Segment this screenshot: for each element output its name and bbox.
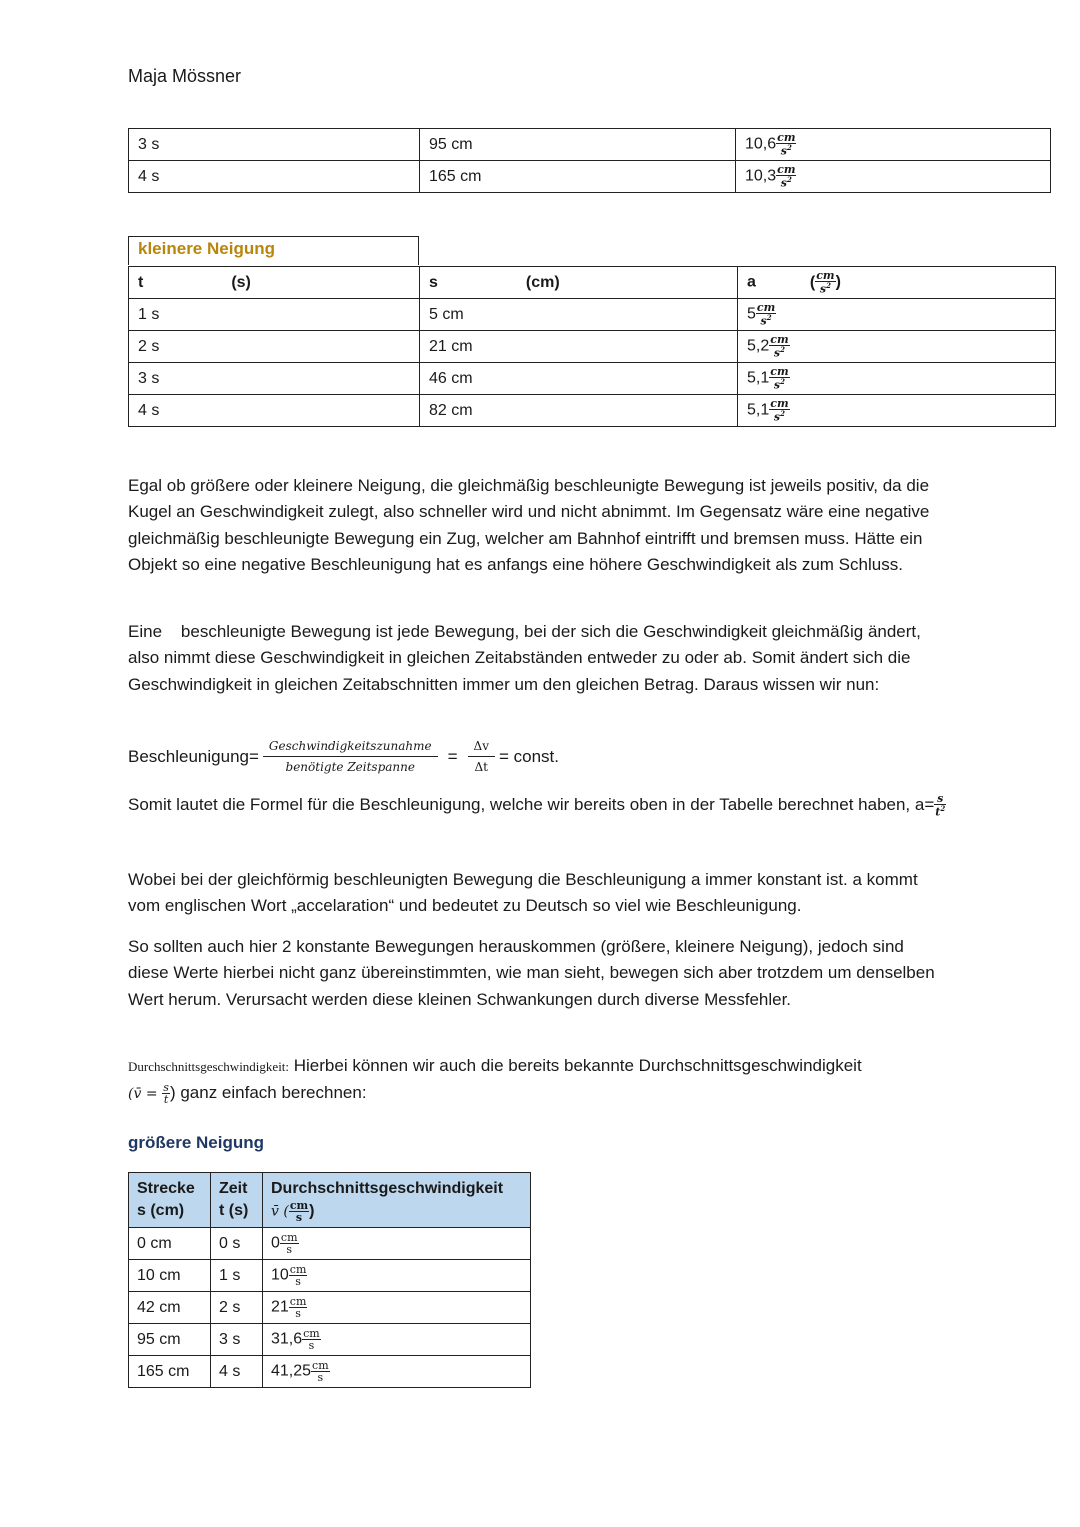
acceleration-formula: Beschleunigung= $\frac{\text{Geschwindigkeitszunahme}}{\text{benötigte Zeitspanne}}$ = $\frac{\Delta v}{\Delta t}$ = const. [128,739,559,774]
table-row [129,1228,531,1260]
vbar-fraction: $\frac{s}{t}$ [163,1081,169,1107]
unit-fraction: $\frac{cm}{s}$ [303,1327,320,1352]
speed-cell: 10 $\frac{cm}{s}$ [263,1260,531,1292]
table-row [129,1292,531,1324]
distance-cell: 46 cm [420,363,738,395]
time-cell: 3 s [129,363,420,395]
acceleration-cell: 5,1 $\frac{cm}{s^2}$ [738,363,1056,395]
speed-cell: 21 $\frac{cm}{s}$ [263,1292,531,1324]
distance-cell: 165 cm [129,1356,211,1388]
header-zeit: Zeit t (s) [211,1173,263,1228]
unit-fraction: $\frac{cm}{s^2}$ [756,301,776,328]
distance-cell: 165 cm [420,161,736,193]
groessere-neigung-label: größere Neigung [128,1133,265,1152]
time-cell: 3 s [129,129,420,161]
table-row [129,331,1056,363]
unit-fraction: $\frac{cm}{s^2}$ [777,163,796,190]
table-row [129,363,1056,395]
distance-cell: 5 cm [420,299,738,331]
time-cell: 2 s [129,331,420,363]
unit-fraction: $\frac{cm}{s^2}$ [770,365,789,392]
paragraph-definition: Eine beschleunigte Bewegung ist jede Bewegung, bei der sich die Geschwindigkeit gleichmäßig ändert, also nimmt diese Geschwindigkeit in gleichen Zeitabständen entweder zu oder ab. Somit ändert sich die Geschwindigkeit in gleichen Zeitabschnitten immer um den gleichen Betrag. Daraus wissen wir nun: [128,622,926,694]
unit-fraction: $\frac{cm}{s}$ [312,1359,329,1384]
time-cell: 2 s [211,1292,263,1324]
distance-cell: 95 cm [420,129,736,161]
kleinere-neigung-table [128,266,1056,427]
author-name: Maja Mössner [128,66,242,86]
table-row [129,1356,531,1388]
table-row [129,395,1056,427]
header-s: s (cm) [420,267,738,299]
unit-fraction: $\frac{cm}{s^2}$ [770,397,789,424]
unit-fraction: $\frac{cm}{s}$ [289,1263,307,1288]
distance-cell: 10 cm [129,1260,211,1292]
distance-cell: 95 cm [129,1324,211,1356]
average-speed-table [128,1172,531,1388]
speed-cell: 41,25 $\frac{cm}{s}$ [263,1356,531,1388]
delta-fraction: $\frac{\Delta v}{\Delta t}$ [468,738,495,775]
table-row [129,299,1056,331]
unit-fraction: $\frac{cm}{s^2}$ [816,269,835,296]
paragraph-formula: Somit lautet die Formel für die Beschleunigung, welche wir bereits oben in der Tabelle berechnet haben, a= $\frac{s}{t^2}$ [128,792,946,819]
time-cell: 1 s [211,1260,263,1292]
distance-cell: 0 cm [129,1228,211,1260]
acceleration-table-top [128,128,1051,193]
paragraph-average-speed: Durchschnittsgeschwindigkeit: Hierbei können wir auch die bereits bekannte Durchschnittsgeschwindigkeit (v̄ = $\frac{s}{t}$ ) ganz einfach berechnen: [128,1056,862,1107]
formula-fraction: $\frac{\text{Geschwindigkeitszunahme}}{\text{benötigte Zeitspanne}}$ [263,738,438,775]
unit-fraction: $\frac{cm}{s}$ [289,1198,309,1224]
time-cell: 4 s [211,1356,263,1388]
acceleration-cell: 10,3 $\frac{cm}{s^2}$ [736,161,1051,193]
paragraph-measurement-errors: So sollten auch hier 2 konstante Bewegungen herauskommen (größere, kleinere Neigung), jedoch sind diese Werte hierbei nicht ganz übereinstimmten, wie man sieht, bewegen sich aber trotzdem um denselben Wert herum. Verursacht werden diese kleinen Schwankungen durch diverse Messfehler. [128,937,935,1009]
header-t: t (s) [129,267,420,299]
time-cell: 0 s [211,1228,263,1260]
time-cell: 3 s [211,1324,263,1356]
speed-cell: 31,6 $\frac{cm}{s}$ [263,1324,531,1356]
a-fraction: $\frac{s}{t^2}$ [935,792,946,819]
acceleration-cell: 5 $\frac{cm}{s^2}$ [738,299,1056,331]
speed-cell: 0 $\frac{cm}{s}$ [263,1228,531,1260]
acceleration-cell: 10,6 $\frac{cm}{s^2}$ [736,129,1051,161]
unit-fraction: $\frac{cm}{s}$ [289,1295,307,1320]
table-row [129,161,1051,193]
acceleration-cell: 5,1 $\frac{cm}{s^2}$ [738,395,1056,427]
acceleration-cell: 5,2 $\frac{cm}{s^2}$ [738,331,1056,363]
time-cell: 4 s [129,161,420,193]
table-row [129,1260,531,1292]
table-header-row [129,1173,531,1228]
table-row [129,1324,531,1356]
header-a: a ( $\frac{cm}{s^2}$ ) [738,267,1056,299]
header-average-speed: Durchschnittsgeschwindigkeit v̄ ( $\frac{cm}{s}$ ) [263,1173,531,1228]
distance-cell: 82 cm [420,395,738,427]
table-header-row [129,267,1056,299]
distance-cell: 42 cm [129,1292,211,1324]
paragraph-positive-acceleration: Egal ob größere oder kleinere Neigung, die gleichmäßig beschleunigte Bewegung ist jeweils positiv, da die Kugel an Geschwindigkeit zulegt, also schneller wird und nicht abnimmt. Im Gegensatz wäre eine negative gleichmäßig beschleunigte Bewegung ein Zug, welcher am Bahnhof eintrifft und bremsen muss. Hätte ein Objekt so eine negative Beschleunigung hat es anfangs eine höhere Geschwindigkeit als zum Schluss. [128,476,930,574]
header-strecke: Strecke s (cm) [129,1173,211,1228]
time-cell: 4 s [129,395,420,427]
unit-fraction: $\frac{cm}{s^2}$ [770,333,789,360]
kleinere-neigung-label: kleinere Neigung [128,236,419,265]
time-cell: 1 s [129,299,420,331]
unit-fraction: $\frac{cm}{s^2}$ [777,131,796,158]
formula-label: Beschleunigung= [128,746,259,766]
unit-fraction: $\frac{cm}{s}$ [280,1231,298,1256]
distance-cell: 21 cm [420,331,738,363]
paragraph-constant: Wobei bei der gleichförmig beschleunigten Bewegung die Beschleunigung a immer konstant ist. a kommt vom englischen Wort „accelaration“ und bedeutet zu Deutsch so viel wie Beschleunigung. [128,870,918,916]
table-row [129,129,1051,161]
